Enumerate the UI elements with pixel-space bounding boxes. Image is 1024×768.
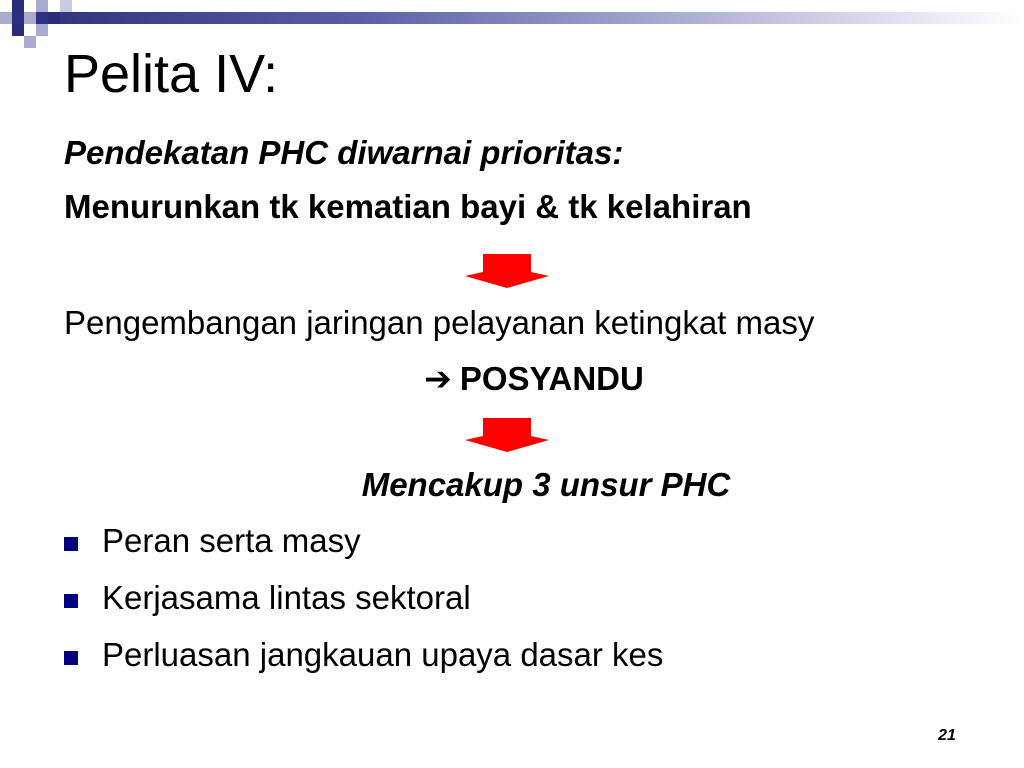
bullet-text: Kerjasama lintas sektoral (102, 579, 471, 616)
right-arrow-icon: ➔ (424, 359, 452, 398)
square-bullet-icon (64, 594, 78, 608)
red-down-arrow-icon (465, 254, 549, 290)
header-gradient-band (0, 12, 1024, 24)
list-item (64, 522, 663, 579)
posyandu-line (0, 360, 1024, 398)
page-number: 21 (938, 727, 956, 744)
posyandu-label: POSYANDU (459, 360, 644, 397)
network-development-text: Pengembangan jaringan pelayanan ketingkat masy (64, 304, 815, 341)
bullet-text: Peran serta masy (102, 522, 361, 559)
slide-subtitle: Pendekatan PHC diwarnai prioritas: (64, 134, 624, 171)
priority-text: Menurunkan tk kematian bayi & tk kelahiran (64, 188, 752, 225)
red-down-arrow-icon (465, 418, 549, 454)
square-bullet-icon (64, 651, 78, 665)
square-bullet-icon (64, 537, 78, 551)
slide-title: Pelita IV: (64, 44, 279, 104)
list-item (64, 579, 663, 636)
bullet-text: Perluasan jangkauan upaya dasar kes (102, 636, 664, 673)
covers-heading: Mencakup 3 unsur PHC (361, 466, 731, 503)
list-item (64, 636, 663, 693)
bullet-list (64, 522, 663, 693)
